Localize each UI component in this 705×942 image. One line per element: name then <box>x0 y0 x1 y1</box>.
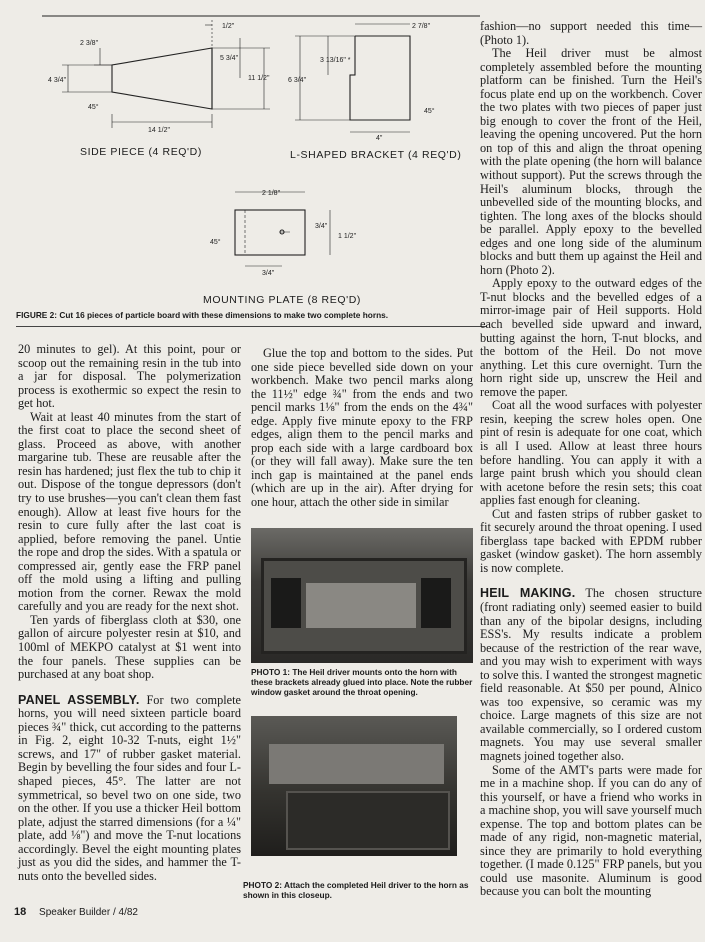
dim-plate-d: 3/4" <box>262 270 275 277</box>
dim-plate-c: 1 1/2" <box>338 233 357 240</box>
dim-plate-angle: 45° <box>210 239 221 246</box>
dim-side-a: 2 3/8" <box>80 40 99 47</box>
dim-bracket-b: 3 13/16" * <box>320 57 351 64</box>
col2-paragraph: Glue the top and bottom to the sides. Put one side piece bevelled side down on your workbench. Make two pencil marks along the 11½" edge ¾" from the ends and two pencil marks 1⅛" from the ends on the 4¾" edge. Apply five minute epoxy to the FRP edges, align them to the pencil marks and prop each side with a large cardboard box (or they will fall away). Make sure the ten inch gap is maintained at the panel ends (which are up in the air). After drying for one hour, attach the other side in similar <box>251 346 473 510</box>
side-piece-drawing <box>62 20 270 128</box>
col1-paragraph: Ten yards of fiberglass cloth at $30, one gallon of aircure polyester resin at $10, and 100ml of MEKPO catalyst at $1 went into the four panels. These supplies can be purchased at any boat shop. <box>18 612 241 682</box>
col3-paragraph: fashion—no support needed this time—(Photo 1). <box>480 19 702 47</box>
magazine-name: Speaker Builder / 4/82 <box>39 907 138 918</box>
dim-side-b: 4 3/4" <box>48 77 67 84</box>
figure-divider <box>16 326 486 327</box>
dim-plate-a: 2 1/8" <box>262 190 281 197</box>
l-bracket-drawing <box>295 24 410 132</box>
side-piece-label: SIDE PIECE (4 REQ'D) <box>80 146 202 158</box>
photo-2 <box>251 716 457 856</box>
col1-paragraph: Wait at least 40 minutes from the start of the first coat to place the second sheet of glass. Proceed as above, with another margarine tub. These are reusable after the resin has hardened; just flex the tub to chip it out. Dispose of the tongue depressors (don't try to use brushes—you can't clean them fast enough). Allow at least five hours for the resin to cure fully after the last coat is applied, before removing the panel. Untie the rope and drop the sides. With a spatula or compressed air, gently ease the FRP panel off the mold using a lifting and pulling motion from the corner. Rewax the mold carefully and you are ready for the next shot. <box>18 409 241 614</box>
col3-paragraph: Apply epoxy to the outward edges of the T-nut blocks and the bevelled edges of a mirror-image pair of Heil supports. Hold each bevelled side upward and inward, butting against the horn, T-nut blocks, and the bottom of the Heil. Do not move anything. Let this cure overnight. Turn the horn right side up, unscrew the Heil and remove the paper. <box>480 276 702 399</box>
col3-paragraph: Cut and fasten strips of rubber gasket to fit securely around the throat opening. I used fiberglass tape backed with EPDM rubber gasket (window gasket). The horn assembly is now complete. <box>480 506 702 575</box>
bracket-label: L-SHAPED BRACKET (4 REQ'D) <box>290 149 462 161</box>
section-heading: HEIL MAKING. <box>480 586 576 601</box>
plate-label: MOUNTING PLATE (8 REQ'D) <box>203 294 361 306</box>
page-number: 18 <box>14 906 27 918</box>
col3-paragraph: HEIL MAKING. The chosen structure (front radiating only) seemed easier to build than any of the bipolar designs, including ESS's. My results indicate a problem because of the restriction of the rear wave, and you may wish to experiment with ways to solve this. I wanted the strongest magnetic field reasonable. At $50 per pound, Alnico was too expensive, so ceramic was my choice. Large magnets of this size are not available commercially, so I ordered custom magnets. You may use several smaller magnets joined together also. <box>480 586 702 763</box>
column-2 <box>251 347 473 510</box>
section-heading: PANEL ASSEMBLY. <box>18 692 140 707</box>
column-3 <box>480 20 702 899</box>
photo-2-caption: PHOTO 2: Attach the completed Heil driver to the horn as shown in this closeup. <box>243 880 469 900</box>
dim-bracket-c: 6 3/4" <box>288 77 307 84</box>
dim-side-d: 5 3/4" <box>220 55 239 62</box>
dim-bracket-angle: 45° <box>424 108 435 115</box>
figure-caption: FIGURE 2: Cut 16 pieces of particle board with these dimensions to make two complete horns. <box>16 310 389 320</box>
dim-bracket-d: 4" <box>376 135 383 142</box>
col3-paragraph: The Heil driver must be almost completely assembled before the mounting platform can be finished. Turn the Heil's focus plate end up on the workbench. Cover the two plates with two pieces of paper just big enough to cover the front of the Heil, leaving the opening uncovered. Put the horn on top of this and align the throat opening with the plate opening (the horn will balance without support). Put the screws through the Heil's aluminum blocks, through the unbevelled side of the mounting blocks, and tighten. The long axes of the blocks should be parallel. Apply epoxy to the bevelled edges and one long side of the aluminum blocks and butt them up against the Heil and horn (Photo 2). <box>480 46 702 277</box>
col1-paragraph: PANEL ASSEMBLY. For two complete horns, you will need sixteen particle board pieces ¾" thick, cut according to the patterns in Fig. 2, eight 10-32 T-nuts, eight 1½" screws, and 17" of rubber gasket material. Begin by bevelling the four sides and four L-shaped pieces, 45°. The latter are not symmetrical, so bevel two on one side, two on the other. If you use a thicker Heil bottom plate, adjust the starred dimensions (for a ¼" plate, add ⅛") and move the T-nut locations accordingly. Bevel the eight mounting plates just as you did the sides, and hammer the T-nuts onto the bevelled sides. <box>18 692 241 883</box>
column-1 <box>18 343 241 883</box>
col1-paragraph: 20 minutes to gel). At this point, pour or scoop out the remaining resin in the tub into a jar for disposal. The polymerization process is exothermic so expect the resin to get hot. <box>18 342 241 411</box>
photo-1-caption: PHOTO 1: The Heil driver mounts onto the horn with these brackets already glued into place. Note the rubber window gasket around the throat opening. <box>251 667 473 697</box>
photo-1 <box>251 528 473 663</box>
page-footer <box>14 906 138 918</box>
dim-side-f: 14 1/2" <box>148 127 170 134</box>
dim-side-angle: 45° <box>88 104 99 111</box>
col3-paragraph: Coat all the wood surfaces with polyester resin, keeping the screw holes open. One pint of resin is adequate for one coat, which is all I used. Allow at least three hours before handling. You can apply it with a large paint brush which you should clean with acetone before the resin sets; this coat applies fast enough for cleaning. <box>480 398 702 508</box>
dim-side-c: 1/2" <box>222 23 235 30</box>
dim-bracket-a: 2 7/8" <box>412 23 431 30</box>
dim-plate-b: 3/4" <box>315 223 328 230</box>
col3-paragraph: Some of the AMT's parts were made for me in a machine shop. If you can do any of this yourself, or have a friend who works in a machine shop, you will save yourself much expense. The top and bottom plates can be made of any rigid, non-magnetic material, since they are primarily to hold everything together. (I made 0.125" FRP panels, but you could use masonite. Aluminum is good because you can bolt the mounting <box>480 762 702 899</box>
dim-side-e: 11 1/2" <box>248 75 270 82</box>
